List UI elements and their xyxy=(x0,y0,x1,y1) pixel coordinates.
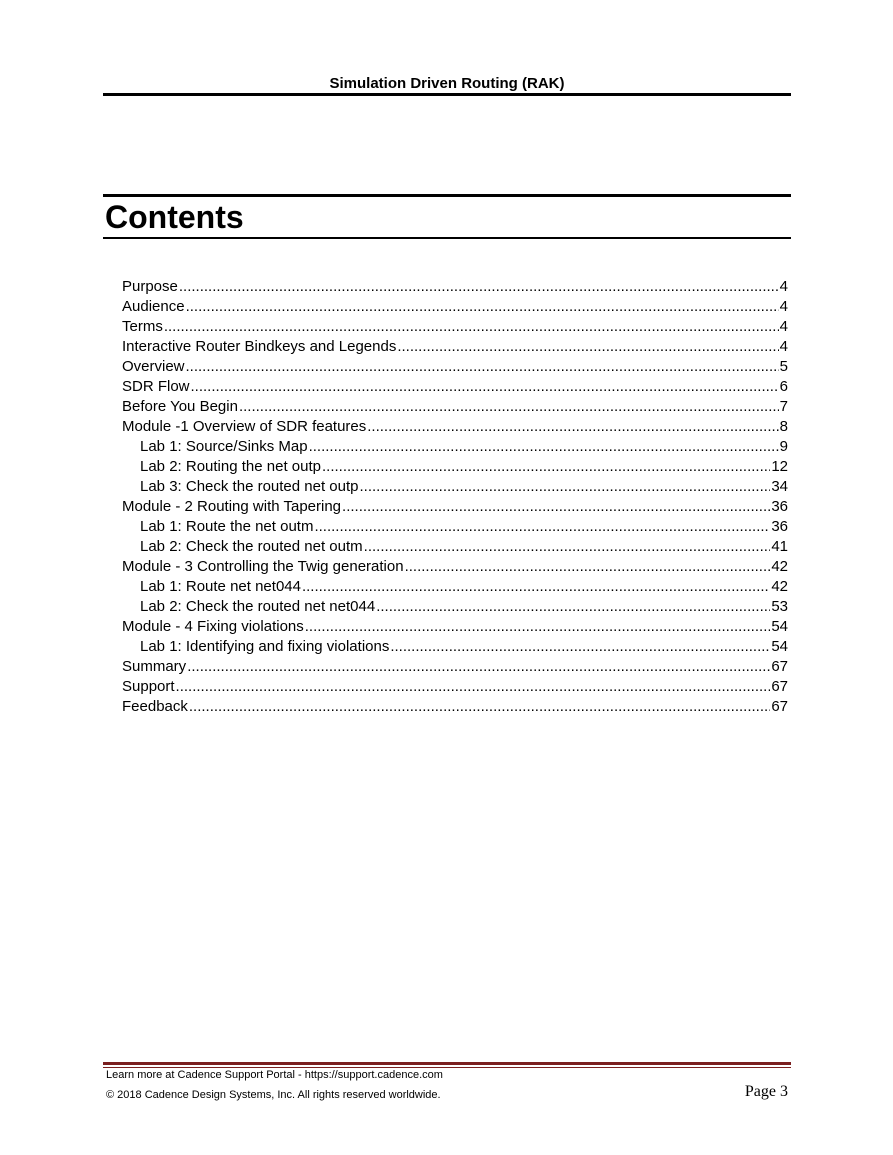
toc-entry-label: Lab 1: Route the net outm xyxy=(140,518,314,535)
toc-entry-page: 4 xyxy=(779,298,788,315)
page-number: Page 3 xyxy=(744,1083,788,1100)
toc-entry-page: 5 xyxy=(779,358,788,375)
toc-entry[interactable] xyxy=(122,617,788,637)
table-of-contents xyxy=(122,277,788,717)
toc-entry-page: 42 xyxy=(771,558,788,575)
contents-title: Contents xyxy=(105,199,244,235)
toc-entry-label: Before You Begin xyxy=(122,398,238,415)
contents-title-rule-bottom xyxy=(103,237,791,239)
toc-entry[interactable] xyxy=(122,597,788,617)
toc-entry-page: 67 xyxy=(771,698,788,715)
toc-dot-leader xyxy=(367,417,778,437)
toc-entry-label: Module - 2 Routing with Tapering xyxy=(122,498,342,515)
toc-entry[interactable] xyxy=(122,657,788,677)
toc-entry-label: Interactive Router Bindkeys and Legends xyxy=(122,338,397,355)
footer-portal-text: Learn more at Cadence Support Portal - https://support.cadence.com xyxy=(106,1069,443,1081)
toc-dot-leader xyxy=(302,577,770,597)
toc-entry[interactable] xyxy=(122,337,788,357)
toc-dot-leader xyxy=(187,657,770,677)
toc-entry-label: Support xyxy=(122,678,175,695)
toc-entry-page: 34 xyxy=(771,478,788,495)
toc-entry[interactable] xyxy=(122,517,788,537)
toc-entry-label: Lab 2: Check the routed net outm xyxy=(140,538,363,555)
toc-entry-label: Lab 1: Source/Sinks Map xyxy=(140,438,308,455)
toc-entry-page: 36 xyxy=(771,518,788,535)
toc-entry-page: 8 xyxy=(779,418,788,435)
toc-entry[interactable] xyxy=(122,277,788,297)
toc-entry[interactable] xyxy=(122,377,788,397)
toc-dot-leader xyxy=(364,537,771,557)
toc-dot-leader xyxy=(376,597,770,617)
toc-entry-label: Lab 1: Identifying and fixing violations xyxy=(140,638,390,655)
toc-entry-label: Lab 2: Check the routed net net044 xyxy=(140,598,376,615)
toc-entry-label: Module - 3 Controlling the Twig generation xyxy=(122,558,404,575)
toc-entry[interactable] xyxy=(122,417,788,437)
toc-entry-label: Feedback xyxy=(122,698,188,715)
toc-entry-label: Overview xyxy=(122,358,185,375)
toc-dot-leader xyxy=(164,317,779,337)
toc-entry[interactable] xyxy=(122,477,788,497)
toc-dot-leader xyxy=(189,697,770,717)
toc-entry[interactable] xyxy=(122,557,788,577)
toc-dot-leader xyxy=(397,337,778,357)
toc-entry[interactable] xyxy=(122,577,788,597)
toc-entry[interactable] xyxy=(122,357,788,377)
toc-entry-page: 36 xyxy=(771,498,788,515)
footer-rule-thick xyxy=(103,1062,791,1065)
toc-entry-page: 9 xyxy=(779,438,788,455)
toc-dot-leader xyxy=(390,637,770,657)
page-header-title: Simulation Driven Routing (RAK) xyxy=(329,75,565,92)
toc-entry-label: Summary xyxy=(122,658,187,675)
toc-dot-leader xyxy=(360,477,771,497)
toc-entry[interactable] xyxy=(122,457,788,477)
toc-entry-page: 54 xyxy=(771,618,788,635)
toc-entry-page: 7 xyxy=(779,398,788,415)
toc-entry-page: 54 xyxy=(771,638,788,655)
toc-entry-label: Audience xyxy=(122,298,185,315)
toc-entry[interactable] xyxy=(122,317,788,337)
toc-entry-page: 41 xyxy=(771,538,788,555)
toc-dot-leader xyxy=(314,517,770,537)
toc-entry[interactable] xyxy=(122,437,788,457)
toc-entry[interactable] xyxy=(122,637,788,657)
toc-dot-leader xyxy=(176,677,771,697)
toc-dot-leader xyxy=(239,397,779,417)
toc-entry-label: Module -1 Overview of SDR features xyxy=(122,418,367,435)
toc-entry[interactable] xyxy=(122,537,788,557)
footer-copyright: © 2018 Cadence Design Systems, Inc. All rights reserved worldwide. xyxy=(106,1089,441,1101)
toc-entry[interactable] xyxy=(122,697,788,717)
toc-entry-page: 4 xyxy=(779,338,788,355)
toc-dot-leader xyxy=(309,437,779,457)
toc-entry-label: Lab 3: Check the routed net outp xyxy=(140,478,359,495)
toc-dot-leader xyxy=(322,457,770,477)
toc-entry[interactable] xyxy=(122,497,788,517)
toc-dot-leader xyxy=(405,557,771,577)
toc-dot-leader xyxy=(305,617,771,637)
toc-dot-leader xyxy=(186,297,779,317)
toc-entry-label: Lab 2: Routing the net outp xyxy=(140,458,321,475)
toc-dot-leader xyxy=(191,377,779,397)
toc-entry-label: Module - 4 Fixing violations xyxy=(122,618,304,635)
toc-entry-page: 6 xyxy=(779,378,788,395)
toc-entry-page: 4 xyxy=(779,318,788,335)
toc-entry-label: Terms xyxy=(122,318,163,335)
toc-dot-leader xyxy=(186,357,779,377)
toc-entry-page: 67 xyxy=(771,678,788,695)
toc-entry-label: SDR Flow xyxy=(122,378,190,395)
toc-entry-page: 12 xyxy=(771,458,788,475)
toc-entry[interactable] xyxy=(122,297,788,317)
toc-entry[interactable] xyxy=(122,677,788,697)
toc-entry-page: 67 xyxy=(771,658,788,675)
toc-entry[interactable] xyxy=(122,397,788,417)
toc-dot-leader xyxy=(179,277,779,297)
header-rule xyxy=(103,93,791,96)
toc-entry-page: 53 xyxy=(771,598,788,615)
toc-entry-label: Lab 1: Route net net044 xyxy=(140,578,301,595)
toc-dot-leader xyxy=(342,497,770,517)
toc-entry-page: 4 xyxy=(779,278,788,295)
toc-entry-label: Purpose xyxy=(122,278,178,295)
toc-entry-page: 42 xyxy=(771,578,788,595)
